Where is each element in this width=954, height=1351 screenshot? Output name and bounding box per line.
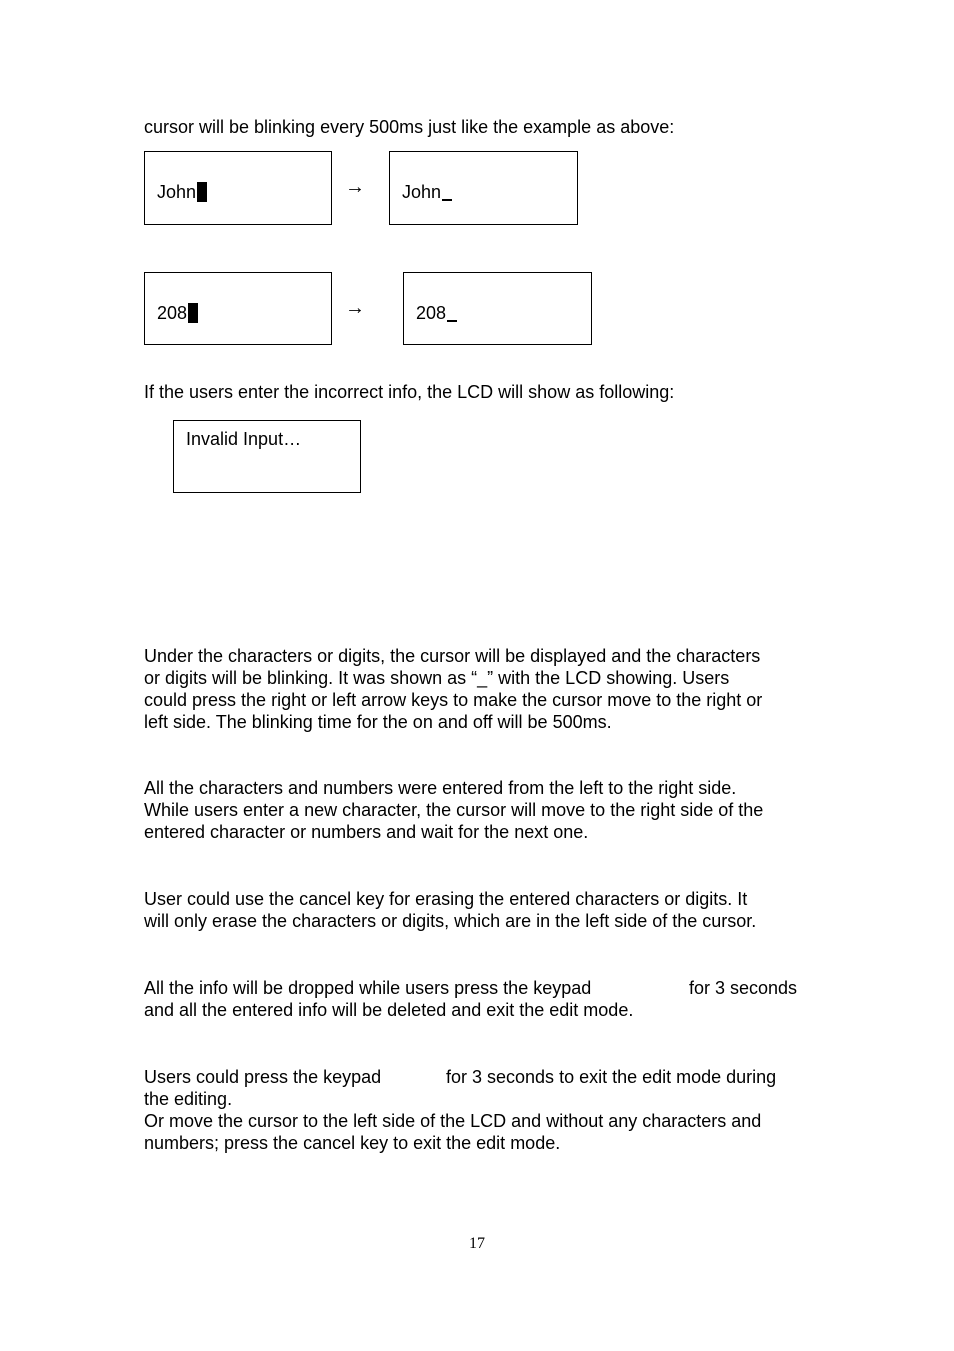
- lcd-text: John: [402, 182, 442, 202]
- paragraph-drop-part1: All the info will be dropped while users press the keypad: [144, 978, 592, 998]
- lcd-text: Invalid Input…: [186, 429, 302, 449]
- lcd-text: John: [157, 182, 197, 202]
- block-cursor: [188, 303, 198, 323]
- paragraph-exit-part2: for 3 seconds to exit the edit mode during: [446, 1067, 777, 1087]
- block-cursor: [197, 182, 207, 202]
- lcd-text: 208: [157, 303, 188, 323]
- arrow-right-icon: →: [345, 176, 365, 198]
- page-number: 17: [469, 1235, 485, 1252]
- invalid-intro-text: If the users enter the incorrect info, the LCD will show as following:: [144, 382, 675, 402]
- lcd-example-john-after: [389, 151, 578, 225]
- paragraph-drop-part2: for 3 seconds: [689, 978, 798, 998]
- lcd-text: 208: [416, 303, 447, 323]
- underscore-cursor: [442, 199, 452, 201]
- paragraph-exit-part1: Users could press the keypad: [144, 1067, 382, 1087]
- paragraph-exit-part3: the editing.: [144, 1089, 233, 1109]
- paragraph-cancel: User could use the cancel key for erasing the entered characters or digits. It will only erase the characters or digits, which are in the left side of the cursor.: [144, 889, 757, 931]
- lcd-invalid-input: [173, 420, 361, 493]
- lcd-example-208-after: [403, 272, 592, 345]
- paragraph-drop-part3: and all the entered info will be deleted and exit the edit mode.: [144, 1000, 634, 1020]
- lcd-example-208-before: [144, 272, 332, 345]
- paragraph-exit-part4: Or move the cursor to the left side of the LCD and without any characters and numbers; press the cancel key to exit the edit mode.: [144, 1111, 762, 1153]
- arrow-right-icon: →: [345, 297, 365, 319]
- underscore-cursor: [447, 320, 457, 322]
- intro-text: cursor will be blinking every 500ms just like the example as above:: [144, 117, 675, 137]
- paragraph-cursor: Under the characters or digits, the cursor will be displayed and the characters or digits will be blinking. It was shown as “_” with the LCD showing. Users could press the right or left arrow keys to make the cursor move to the right or left side. The blinking time for the on and off will be 500ms.: [144, 646, 763, 732]
- paragraph-entry: All the characters and numbers were entered from the left to the right side. While users enter a new character, the cursor will move to the right side of the entered character or numbers and wait for the next one.: [144, 778, 764, 842]
- lcd-example-john-before: [144, 151, 332, 225]
